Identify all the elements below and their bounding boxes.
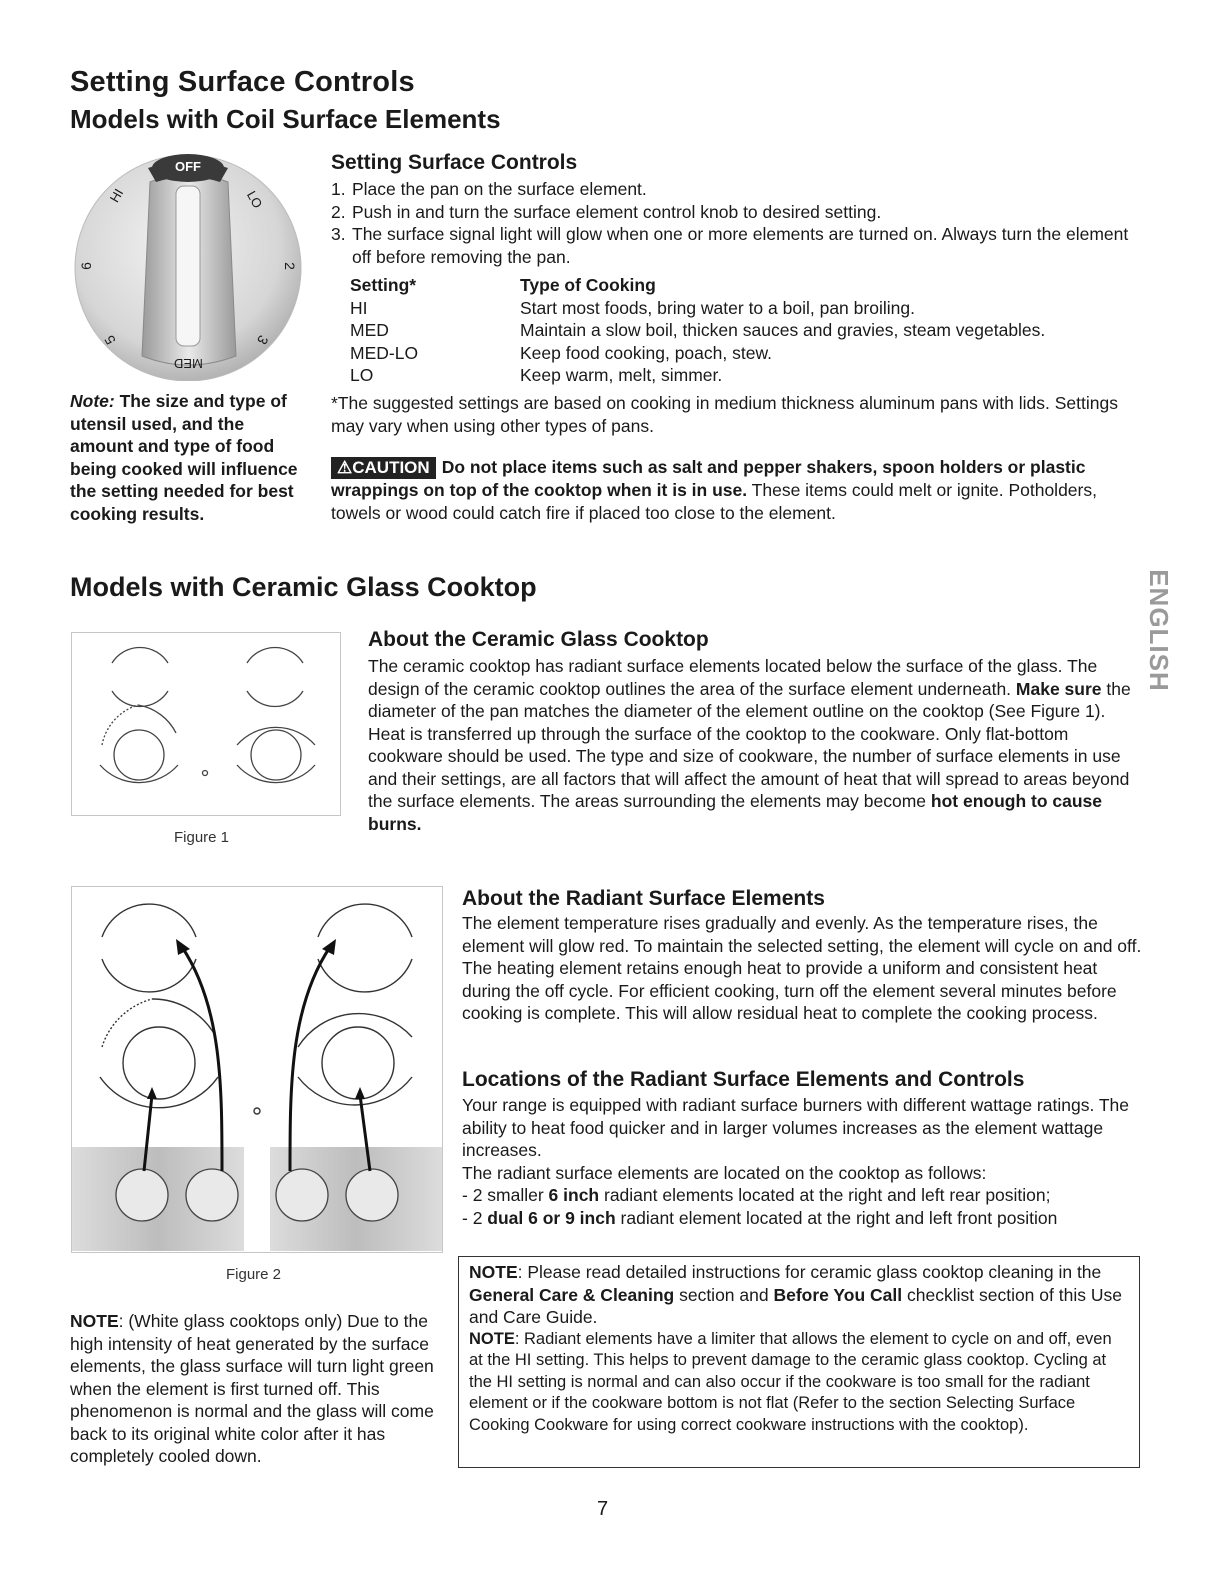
knob-number: 2 [281, 262, 298, 270]
caution-paragraph [331, 456, 1131, 524]
list-item: 2. Push in and turn the surface element control knob to desired setting. [331, 201, 882, 222]
list-item: - 2 smaller 6 inch radiant elements located at the right and left rear position; [462, 1185, 1051, 1205]
list-item: 1. Place the pan on the surface element. [331, 179, 647, 199]
white-glass-note: NOTE: (White glass cooktops only) Due to the high intensity of heat generated by the surface elements, the glass surface will turn light green when the element is first turned off. This phenomenon is normal and the glass will come back to its original white color after it has completely cooled down. [70, 1311, 434, 1466]
note-label: Note: [70, 391, 115, 411]
caution-badge: ⚠CAUTION [331, 457, 436, 479]
knob-lo-label: LO [243, 188, 266, 211]
settings-footnote: *The suggested settings are based on cooking in medium thickness aluminum pans with lids. Settings may vary when using other types of pans. [331, 393, 1118, 436]
utensil-note [70, 390, 310, 525]
column-header: Type of Cooking [520, 275, 656, 295]
table-row: LO Keep warm, melt, simmer. [350, 365, 723, 385]
control-knob-illustration [68, 146, 308, 381]
section-heading: About the Ceramic Glass Cooktop [368, 628, 709, 651]
knob-number: 6 [77, 262, 94, 270]
section-title: Models with Ceramic Glass Cooktop [70, 572, 537, 602]
knob-off-label: OFF [175, 159, 201, 174]
locations-text: Your range is equipped with radiant surface burners with different wattage ratings. The ability to heat food quicker and in larger volumes increases as the element wattage increases. The radiant surface elements are located on the cooktop as follows: - 2 smaller 6 inch radiant elements located at the right and left rear position; - 2 dual 6 or 9 inch radiant element located at the right and left front position [462, 1094, 1142, 1229]
cleaning-note-box: NOTE: Please read detailed instructions for ceramic glass cooktop cleaning in the General Care & Cleaning section and Before You Call checklist section of this Use and Care Guide. NOTE: Radiant elements have a limiter that allows the element to cycle on and off, even at the HI setting. This helps to prevent damage to the ceramic glass cooktop. Cycling at the HI setting is normal and can also occur if the cookware is too small for the radiant element or if the cookware bottom is not flat (Refer to the section Selecting Surface Cooking Cookware for using correct cookware instructions with the cooktop). [458, 1256, 1140, 1468]
caution-text: These items could melt or ignite. Potholders, towels or wood could catch fire if placed too close to the element. [331, 480, 1097, 523]
column-header: Setting* [350, 275, 417, 295]
page-number: 7 [597, 1498, 609, 1520]
list-item: - 2 dual 6 or 9 inch radiant element located at the right and left front position [462, 1207, 1058, 1228]
table-row: HI Start most foods, bring water to a boil, pan broiling. [350, 297, 915, 318]
steps-list [331, 178, 1131, 268]
about-ceramic-text: The ceramic cooktop has radiant surface elements located below the surface of the glass. The design of the ceramic cooktop outlines the area of the surface element underneath. Make sure the diameter of the pan matches the diameter of the element outline on the cooktop (See Figure 1). Heat is transferred up through the surface of the cooktop to the cookware. Only flat-bottom cookware should be used. The type and size of cookware, the number of surface elements in use and their settings, are all factors that will affect the amount of heat that will spread to areas beyond the surface elements. The areas surrounding the elements may become hot enough to cause burns. [368, 656, 1131, 834]
knob-hi-label: HI [106, 186, 127, 205]
figure-1 [71, 632, 341, 816]
caution-bold-text: Do not place items such as salt and pepper shakers, spoon holders or plastic wrappings on top of the cooktop when it is in use. [331, 457, 1086, 500]
table-row: MED-LO Keep food cooking, poach, stew. [350, 342, 772, 363]
section-heading: Setting Surface Controls [331, 151, 578, 174]
note-text: The size and type of utensil used, and the amount and type of food being cooked will influence the setting needed for best cooking results. [70, 391, 298, 524]
language-side-tab: ENGLISH [1143, 568, 1174, 692]
page-subtitle: Models with Coil Surface Elements [70, 104, 501, 134]
figure-1-caption: Figure 1 [174, 829, 230, 846]
figure-2 [71, 886, 443, 1253]
figure-2-caption: Figure 2 [226, 1266, 282, 1283]
knob-number: 5 [101, 332, 119, 348]
page-title: Setting Surface Controls [70, 66, 415, 98]
settings-table [350, 274, 1045, 387]
section-heading: Locations of the Radiant Surface Elements and Controls [462, 1068, 1025, 1091]
knob-med-label: MED [174, 356, 203, 371]
radiant-elements-text: The element temperature rises gradually and evenly. As the temperature rises, the element will glow red. To maintain the selected setting, the element will cycle on and off. The heating element retains enough heat to provide a uniform and consistent heat during the off cycle. For efficient cooking, turn off the element several minutes before cooking is complete. This will allow residual heat to complete the cooking process. [462, 913, 1142, 1023]
list-item: 3. The surface signal light will glow when one or more elements are turned on. Always turn the element off before removing the pan. [331, 224, 1129, 267]
knob-number: 3 [254, 332, 272, 348]
table-row: MED Maintain a slow boil, thicken sauces and gravies, steam vegetables. [350, 320, 1046, 340]
section-heading: About the Radiant Surface Elements [462, 887, 825, 910]
